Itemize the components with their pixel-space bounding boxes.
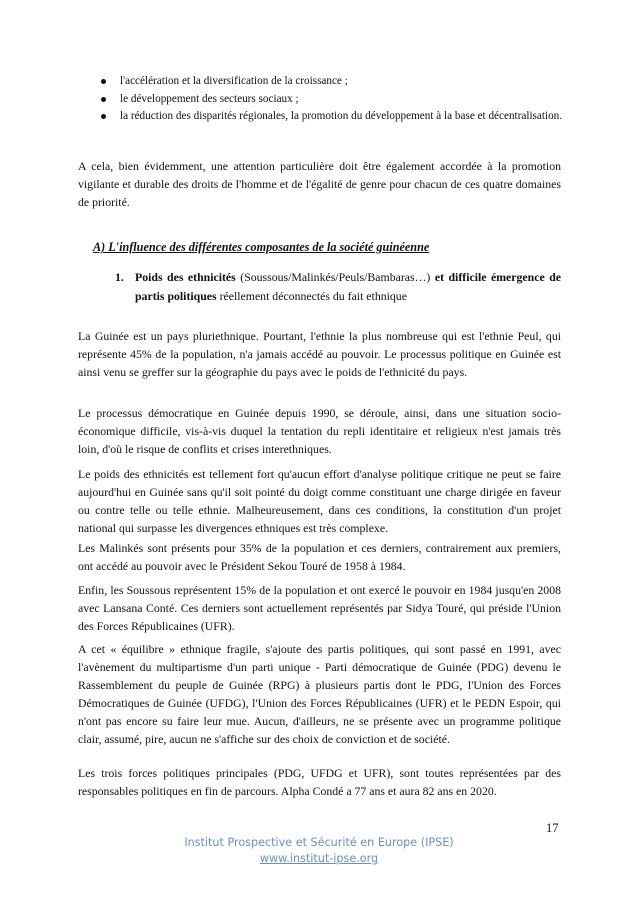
body-paragraph: A cet « équilibre » ethnique fragile, s'ajoute des partis politiques, qui sont passé en 1991, avec l'avènement du multipartisme d'un parti unique - Parti démocratique de Guinée (PDG) devenu le Rassemblement du peuple de Guinée (RPG) à plusieurs partis dont le PDG, l'Union des Forces Démocratiques de Guinée (UFDG), l'Union des Forces Républicaines (UFR) et le PEDN Espoir, qui n'ont pas encore su faire leur mue. Aucun, d'ailleurs, ne se présente avec un programme politique clair, assumé, pire, aucun ne s'affiche sur des choix de conviction et de société. xyxy=(78,642,561,746)
subsection-middle: (Soussous/Malinkés/Peuls/Bambaras…) xyxy=(235,270,435,284)
bullet-item xyxy=(98,108,568,125)
bullet-dot-icon xyxy=(101,79,106,84)
body-paragraph: Le processus démocratique en Guinée depuis 1990, se déroule, ainsi, dans une situation socio-économique difficile, vis-à-vis duquel la tentation du repli identitaire et religieux n'est jamais très loin, d'où le risque de conflits et crises interethniques. xyxy=(78,406,561,456)
bullet-text: la réduction des disparités régionales, la promotion du développement à la base et décentralisation. xyxy=(120,110,563,122)
subsection-end: réellement déconnectés du fait ethnique xyxy=(216,289,407,303)
footer-institute: Institut Prospective et Sécurité en Europe (IPSE) xyxy=(184,836,454,849)
subsection-bold-end: et difficile émergence de partis politiques xyxy=(135,270,562,303)
bullet-dot-icon xyxy=(101,114,106,119)
bullet-item xyxy=(98,91,568,108)
bullet-dot-icon xyxy=(101,97,106,102)
body-paragraph: Les trois forces politiques principales (PDG, UFDG et UFR), sont toutes représentées par des responsables politiques en fin de parcours. Alpha Condé a 77 ans et aura 82 ans en 2020. xyxy=(78,766,561,798)
priority-bullet-list xyxy=(98,73,568,126)
footer-website-link[interactable]: www.institut-ipse.org xyxy=(259,852,379,865)
subsection-number: 1. xyxy=(115,270,124,284)
section-heading: A) L'influence des différentes composantes de la société guinéenne xyxy=(93,240,430,254)
body-paragraph: La Guinée est un pays pluriethnique. Pourtant, l'ethnie la plus nombreuse qui est l'ethnie Peul, qui représente 45% de la population, n'a jamais accédé au pouvoir. Le processus politique en Guinée est ainsi venu se greffer sur la géographie du pays avec le poids de l'ethnicité du pays. xyxy=(78,329,561,379)
page-number: 17 xyxy=(546,821,559,835)
bullet-text: le développement des secteurs sociaux ; xyxy=(120,92,299,105)
body-paragraph: Le poids des ethnicités est tellement fort qu'aucun effort d'analyse politique critique ne peut se faire aujourd'hui en Guinée sans qu'il soit pointé du doigt comme constituant une charge dirigée en faveur ou contre telle ou telle ethnie. Malheureusement, dans ces conditions, la constitution d'un projet national qui surpasse les divergences ethniques est très complexe. xyxy=(78,467,561,535)
subsection-heading xyxy=(115,268,561,306)
bullet-item xyxy=(98,73,568,90)
body-paragraph: Les Malinkés sont présents pour 35% de la population et ces derniers, contrairement aux premiers, ont accédé au pouvoir avec le Président Sekou Touré de 1958 à 1984. xyxy=(78,541,561,573)
body-paragraph: Enfin, les Soussous représentent 15% de la population et ont exercé le pouvoir en 1984 jusqu'en 2008 avec Lansana Conté. Ces derniers sont actuellement représentés par Sidya Touré, qui préside l'Union des Forces Républicaines (UFR). xyxy=(78,583,561,633)
intro-paragraph: A cela, bien évidemment, une attention particulière doit être également accordée à la promotion vigilante et durable des droits de l'homme et de l'égalité de genre pour chacun de ces quatre domaines de priorité. xyxy=(78,159,561,209)
bullet-text: l'accélération et la diversification de la croissance ; xyxy=(120,75,348,87)
subsection-bold-start: Poids des ethnicités xyxy=(135,270,236,284)
